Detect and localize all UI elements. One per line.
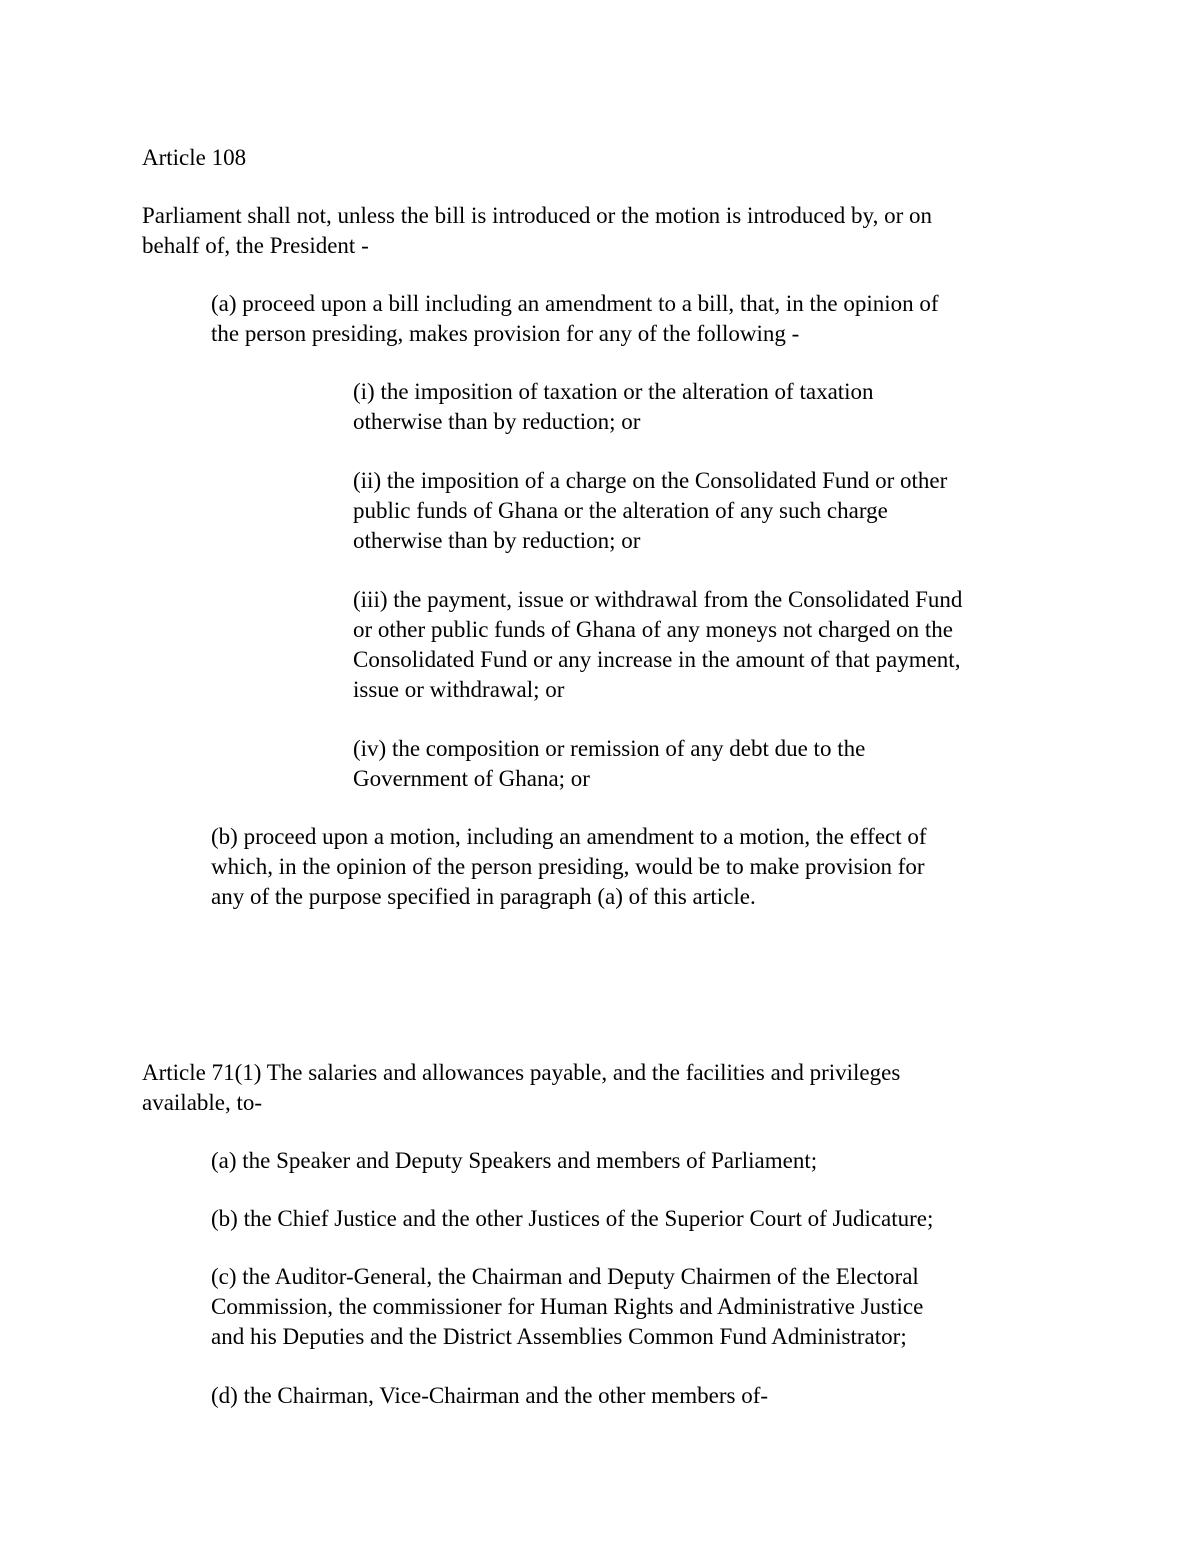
text-line: (b) proceed upon a motion, including an amendment to a motion, the effect of xyxy=(211,824,927,849)
text-line: behalf of, the President - xyxy=(142,233,369,258)
article-71-paragraph-b xyxy=(211,1204,933,1234)
text-line: Government of Ghana; or xyxy=(353,766,590,791)
text-line: or other public funds of Ghana of any moneys not charged on the xyxy=(353,617,953,642)
article-71-intro xyxy=(142,1058,900,1118)
article-108-subparagraph-iii xyxy=(353,585,962,705)
text-line: (iv) the composition or remission of any debt due to the xyxy=(353,736,866,761)
heading-text: Article 108 xyxy=(142,145,247,170)
article-108-subparagraph-i xyxy=(353,377,874,437)
text-line: Article 71(1) The salaries and allowances payable, and the facilities and privileges xyxy=(142,1060,901,1085)
article-71-paragraph-c xyxy=(211,1262,923,1352)
article-71-paragraph-d xyxy=(211,1381,768,1411)
text-line: (b) the Chief Justice and the other Justices of the Superior Court of Judicature; xyxy=(211,1206,934,1231)
text-line: public funds of Ghana or the alteration of any such charge xyxy=(353,498,888,523)
text-line: any of the purpose specified in paragraph (a) of this article. xyxy=(211,884,756,909)
article-108-subparagraph-ii xyxy=(353,466,947,556)
article-108-paragraph-b xyxy=(211,822,927,912)
text-line: Commission, the commissioner for Human Rights and Administrative Justice xyxy=(211,1294,924,1319)
text-line: (i) the imposition of taxation or the alteration of taxation xyxy=(353,379,874,404)
text-line: otherwise than by reduction; or xyxy=(353,528,641,553)
text-line: (a) proceed upon a bill including an amendment to a bill, that, in the opinion of xyxy=(211,291,939,316)
text-line: (c) the Auditor-General, the Chairman and Deputy Chairmen of the Electoral xyxy=(211,1264,919,1289)
text-line: otherwise than by reduction; or xyxy=(353,409,641,434)
article-108-heading xyxy=(142,143,246,173)
text-line: Parliament shall not, unless the bill is introduced or the motion is introduced by, or on xyxy=(142,203,932,228)
text-line: issue or withdrawal; or xyxy=(353,677,565,702)
text-line: and his Deputies and the District Assemblies Common Fund Administrator; xyxy=(211,1324,907,1349)
text-line: (iii) the payment, issue or withdrawal from the Consolidated Fund xyxy=(353,587,963,612)
article-108-intro xyxy=(142,201,932,261)
text-line: available, to- xyxy=(142,1090,263,1115)
article-108-paragraph-a xyxy=(211,289,939,349)
text-line: which, in the opinion of the person presiding, would be to make provision for xyxy=(211,854,925,879)
text-line: (a) the Speaker and Deputy Speakers and members of Parliament; xyxy=(211,1148,818,1173)
article-71-paragraph-a xyxy=(211,1146,817,1176)
text-line: (ii) the imposition of a charge on the Consolidated Fund or other xyxy=(353,468,948,493)
text-line: (d) the Chairman, Vice-Chairman and the other members of- xyxy=(211,1383,769,1408)
article-108-subparagraph-iv xyxy=(353,734,865,794)
text-line: the person presiding, makes provision for any of the following - xyxy=(211,321,800,346)
text-line: Consolidated Fund or any increase in the amount of that payment, xyxy=(353,647,961,672)
